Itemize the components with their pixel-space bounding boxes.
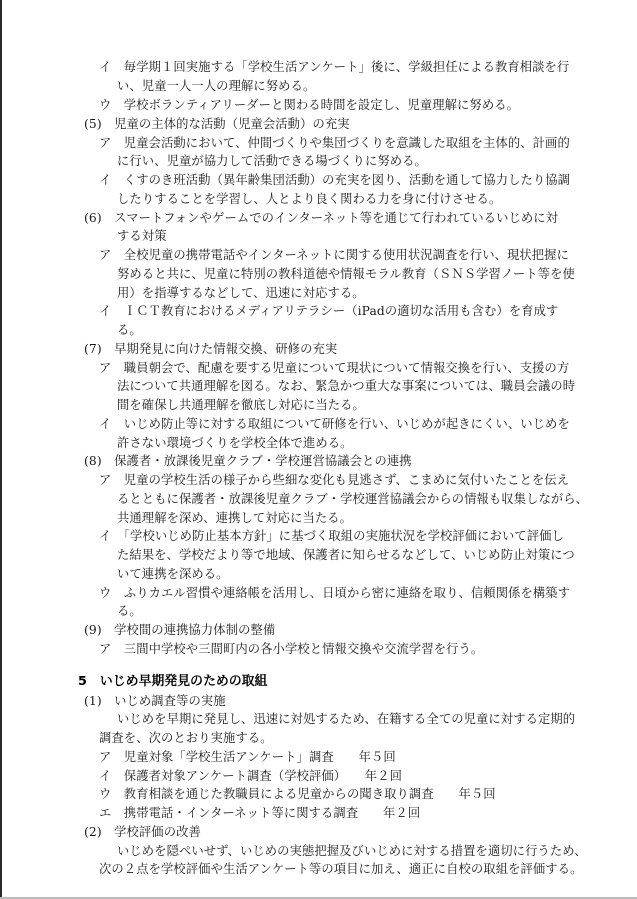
item-i-line-1: イ くすのき班活動（異年齢集団活動）の充実を図り、活動を通して協力したり協調 [99,173,571,187]
item-i-line-3: いて連携を深める。 [117,567,229,581]
survey-item-e: エ 携帯電話・インターネット等に関する調査 年２回 [99,806,421,820]
item-a-line-1: ア 児童会活動において、仲間づくりや集団づくりを意識した取組を主体的、計画的 [99,136,570,150]
subsection-heading-6: (6) スマートフォンやゲームでのインターネット等を通じて行われているいじめに対 [84,211,559,225]
section-heading-5: 5 いじめ早期発見のための取組 [78,674,268,689]
subsection-heading-9: (9) 学校間の連携協力体制の整備 [84,623,276,637]
item-a-line-1: ア 全校児童の携帯電話やインターネットに関する使用状況調査を行い、現状把握に [99,248,569,262]
item-u-line-2: る。 [117,604,142,618]
item-a-line-2: るとともに保護者・放課後児童クラブ・学校運営協議会からの情報も収集しながら、 [117,492,589,506]
subsection-heading-1: (1) いじめ調査等の実施 [84,694,226,708]
survey-item-u: ウ 教育相談を通じた教職員による児童からの聞き取り調査 年５回 [99,787,496,801]
item-a-line-1: ア 職員朝会で、配慮を要する児童について現状について情報交換を行い、支援の方 [99,361,570,375]
item-i-line-1: イ ＩＣＴ教育におけるメディアリテラシー（iPadの適切な活用も含む）を育成す [99,304,559,318]
paragraph-line-1: いじめを早期に発見し、迅速に対処するため、在籍する全ての児童に対する定期的 [117,712,576,726]
item-a-line-1: ア 児童の学校生活の様子から些細な変化も見逃さず、こまめに気付いたことを伝え [99,473,570,487]
item-a-line-3: 用）を指導するなどして、迅速に対応する。 [117,286,365,300]
subsection-heading-5: (5) 児童の主体的な活動（児童会活動）の充実 [84,117,350,131]
paragraph-line-2: 調査を、次のとおり実施する。 [99,731,273,745]
subsection-heading-2: (2) 学校評価の改善 [84,825,201,839]
item-i-line-1: イ いじめ防止等に対する取組について研修を行い、いじめが起きにくい、いじめを [99,417,570,431]
survey-item-i: イ 保護者対象アンケート調査（学校評価） 年２回 [99,769,403,783]
survey-item-a: ア 児童対象「学校生活アンケート」調査 年５回 [99,750,396,764]
subsection-heading-6-cont: する対策 [117,229,167,243]
paragraph-line-1: いじめを隠ぺいせず、いじめの実態把握及びいじめに対する措置を適切に行うため、 [117,844,587,858]
item-a-line-3: 共通理解を深め、連携して対応に当たる。 [117,511,353,525]
item-a-line-2: に行い、児童が協力して活動できる場づくりに努める。 [117,154,427,168]
subsection-heading-8: (8) 保護者・放課後児童クラブ・学校運営協議会との連携 [84,454,412,468]
paragraph-line-2: 次の２点を学校評価や生活アンケート等の項目に加え、適正に自校の取組を評価する。 [99,862,583,876]
item-a-line-2: 努めると共に、児童に特別の教科道徳や情報モラル教育（ＳＮＳ学習ノート等を使 [117,267,575,281]
item-i-line-1: イ 毎学期１回実施する「学校生活アンケート」後に、学級担任による教育相談を行 [99,60,570,74]
subsection-heading-7: (7) 早期発見に向けた情報交換、研修の充実 [84,342,338,356]
item-i-line-2: る。 [117,323,142,337]
item-i-line-2: た結果を、学校だより等で地域、保護者に知らせるなどして、いじめ防止対策につ [117,548,575,562]
item-i-line-2: い、児童一人一人の理解に努める。 [117,79,316,93]
item-u-line-1: ウ ふりカエル習慣や連絡帳を活用し、日頃から密に連絡を取り、信頼関係を構築す [99,586,571,600]
item-u-line-1: ウ 学校ボランティアリーダーと関わる時間を設定し、児童理解に努める。 [99,98,520,112]
item-i-line-2: 許さない環境づくりを学校全体で進める。 [117,436,353,450]
item-i-line-1: イ 「学校いじめ防止基本方針」に基づく取組の実施状況を学校評価において評価し [99,529,564,543]
page-left-edge [0,0,2,899]
item-a-line-1: ア 三間中学校や三間町内の各小学校と情報交換や交流学習を行う。 [99,642,484,656]
item-i-line-2: したりすることを学習し、人とより良く関わる力を身に付けさせる。 [117,192,502,206]
item-a-line-2: 法について共通理解を図る。なお、緊急かつ重大な事案については、職員会議の時 [117,379,576,393]
item-a-line-3: 間を確保し共通理解を徹底し対応に当たる。 [117,398,365,412]
